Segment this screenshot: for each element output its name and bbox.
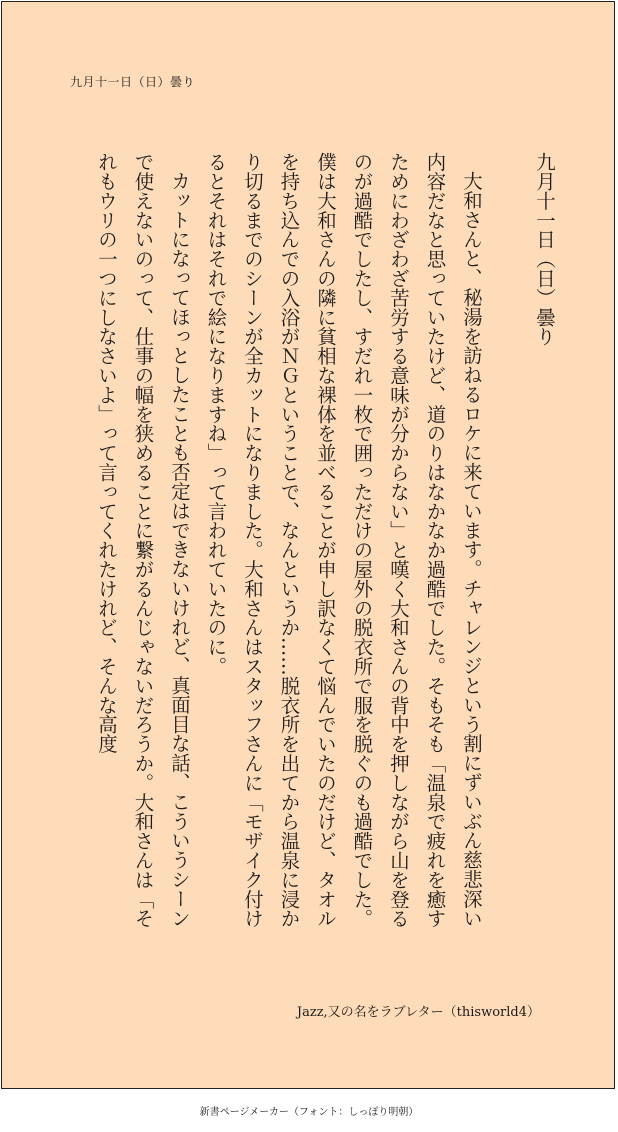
chapter-title: 九月十一日（日）曇り bbox=[533, 152, 556, 346]
paragraph: 大和さんと、秘湯を訪ねるロケに来ています。チャレンジという割にずいぶん慈悲深い内容だなと思っていたけど、道のりはなかなか過酷でした。そもそも「温泉で疲れを癒すためにわざわざ苦労する意味が分からない」と嘆く大和さんの背中を押しながら山を登るのが過酷でしたし、すだれ一枚で囲っただけの屋外の脱衣所で服を脱ぐのも過酷でした。僕は大和さんの隣に貧相な裸体を並べることが申し訳なくて悩んでいたのだけど、タオルを持ち込んでの入浴がＮＧということで、なんというか……脱衣所を出てから温泉に浸かり切るまでのシーンが全カットになりました。大和さんはスタッフさんに「モザイク付けるとそれはそれで絵になりますね」って言われていたのに。 bbox=[204, 152, 483, 928]
maker-caption: 新書ページメーカー（フォント：しっぽり明朝） bbox=[199, 1107, 419, 1118]
book-page bbox=[1, 1, 615, 1089]
footer-credit: Jazz,又の名をラブレター（thisworld4） bbox=[296, 1005, 540, 1020]
vertical-body-text bbox=[88, 152, 563, 942]
running-header: 九月十一日（日）曇り bbox=[70, 75, 196, 89]
paragraph: カットになってほっとしたことも否定はできないけれど、真面目な話、こういうシーンで使えないのって、仕事の幅を狭めることに繋がるんじゃないだろうか。大和さんは「それもウリの一つにしなさいよ」って言ってくれたけれど、そんな高度 bbox=[95, 152, 191, 928]
